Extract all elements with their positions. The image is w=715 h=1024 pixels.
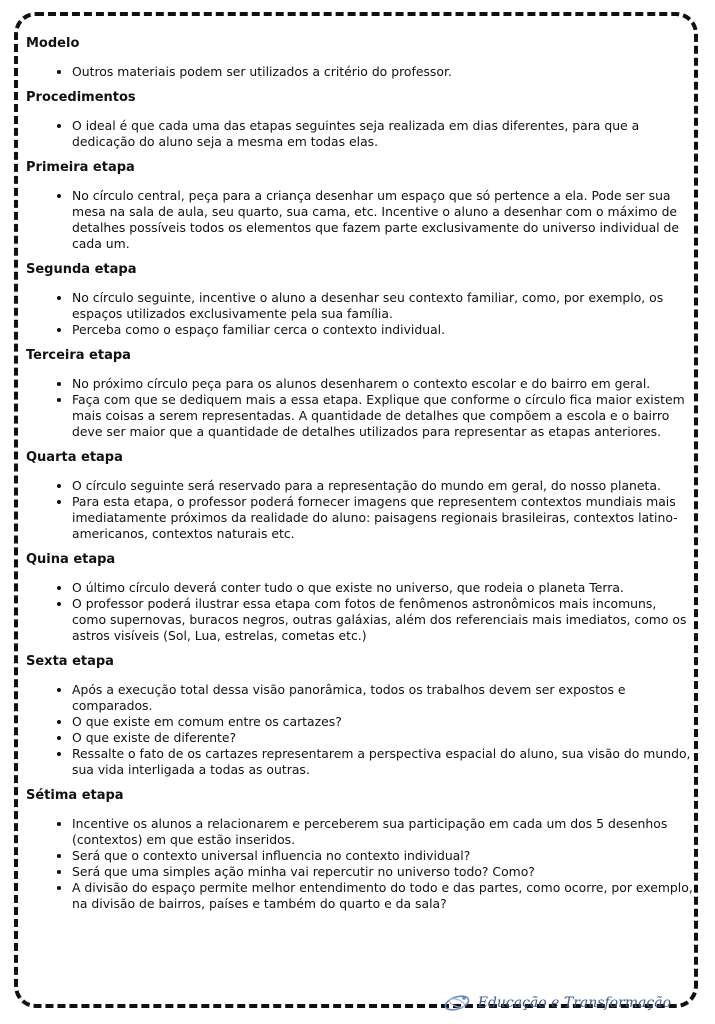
section bbox=[26, 552, 694, 644]
section-heading: Procedimentos bbox=[26, 90, 136, 105]
list-item: • O que existe de diferente? bbox=[72, 730, 694, 746]
list-item: • No círculo central, peça para a criança desenhar um espaço que só pertence a ela. Pode ser sua mesa na sala de aula, seu quarto, sua cama, etc. Incentive o aluno a desenhar com o máximo de detalhes possíveis todos os elementos que fazem parte exclusivamente do universo individual de cada um. bbox=[72, 188, 694, 252]
section bbox=[26, 654, 694, 778]
bullet-list bbox=[26, 816, 694, 912]
bullet-list bbox=[26, 188, 694, 252]
list-item: • Faça com que se dediquem mais a essa etapa. Explique que conforme o círculo fica maior existem mais coisas a serem representadas. A quantidade de detalhes que compõem a escola e o bairro deve ser maior que a quantidade de detalhes utilizados para representar as etapas anteriores. bbox=[72, 392, 694, 440]
list-item: • O professor poderá ilustrar essa etapa com fotos de fenômenos astronômicos mais incomuns, como supernovas, buracos negros, outras galáxias, além dos referenciais mais imediatos, como os astros visíveis (Sol, Lua, estrelas, cometas etc.) bbox=[72, 596, 694, 644]
list-item: • Perceba como o espaço familiar cerca o contexto individual. bbox=[72, 322, 694, 338]
bullet-list bbox=[26, 478, 694, 542]
list-item: • O ideal é que cada uma das etapas seguintes seja realizada em dias diferentes, para que a dedicação do aluno seja a mesma em todas elas. bbox=[72, 118, 694, 150]
bullet-list bbox=[26, 118, 694, 150]
list-item: • O que existe em comum entre os cartazes? bbox=[72, 714, 694, 730]
document-body bbox=[26, 36, 694, 922]
list-item: • Para esta etapa, o professor poderá fornecer imagens que representem contextos mundiais mais imediatamente próximos da realidade do aluno: paisagens regionais brasileiras, contextos latino-americanos, contextos naturais etc. bbox=[72, 494, 694, 542]
section-heading: Segunda etapa bbox=[26, 262, 137, 277]
section bbox=[26, 160, 694, 252]
section-heading: Sexta etapa bbox=[26, 654, 114, 669]
list-item: • Após a execução total dessa visão panorâmica, todos os trabalhos devem ser expostos e comparados. bbox=[72, 682, 694, 714]
list-item: • No próximo círculo peça para os alunos desenharem o contexto escolar e do bairro em geral. bbox=[72, 376, 694, 392]
section bbox=[26, 36, 694, 80]
list-item: • A divisão do espaço permite melhor entendimento do todo e das partes, como ocorre, por exemplo, na divisão de bairros, países e também do quarto e da sala? bbox=[72, 880, 694, 912]
section bbox=[26, 348, 694, 440]
footer-brand bbox=[442, 992, 671, 1014]
list-item: • Outros materiais podem ser utilizados a critério do professor. bbox=[72, 64, 694, 80]
bullet-list bbox=[26, 290, 694, 338]
list-item: • O círculo seguinte será reservado para a representação do mundo em geral, do nosso planeta. bbox=[72, 478, 694, 494]
swirl-logo-icon bbox=[442, 992, 472, 1014]
list-item: • Será que uma simples ação minha vai repercutir no universo todo? Como? bbox=[72, 864, 694, 880]
section-heading: Quina etapa bbox=[26, 552, 116, 567]
section-heading: Terceira etapa bbox=[26, 348, 131, 363]
bullet-list bbox=[26, 64, 694, 80]
bullet-list bbox=[26, 682, 694, 778]
list-item: • O último círculo deverá conter tudo o que existe no universo, que rodeia o planeta Terra. bbox=[72, 580, 694, 596]
section bbox=[26, 788, 694, 912]
section-heading: Modelo bbox=[26, 36, 80, 51]
list-item: • Incentive os alunos a relacionarem e perceberem sua participação em cada um dos 5 desenhos (contextos) em que estão inseridos. bbox=[72, 816, 694, 848]
list-item: • Será que o contexto universal influencia no contexto individual? bbox=[72, 848, 694, 864]
footer-brand-text: Educação e Transformação bbox=[477, 995, 671, 1011]
section bbox=[26, 90, 694, 150]
list-item: • Ressalte o fato de os cartazes representarem a perspectiva espacial do aluno, sua visão do mundo, sua vida interligada a todas as outras. bbox=[72, 746, 694, 778]
section-heading: Primeira etapa bbox=[26, 160, 135, 175]
bullet-list bbox=[26, 376, 694, 440]
list-item: • No círculo seguinte, incentive o aluno a desenhar seu contexto familiar, como, por exemplo, os espaços utilizados exclusivamente pela sua família. bbox=[72, 290, 694, 322]
section bbox=[26, 450, 694, 542]
bullet-list bbox=[26, 580, 694, 644]
section bbox=[26, 262, 694, 338]
section-heading: Sétima etapa bbox=[26, 788, 124, 803]
section-heading: Quarta etapa bbox=[26, 450, 123, 465]
